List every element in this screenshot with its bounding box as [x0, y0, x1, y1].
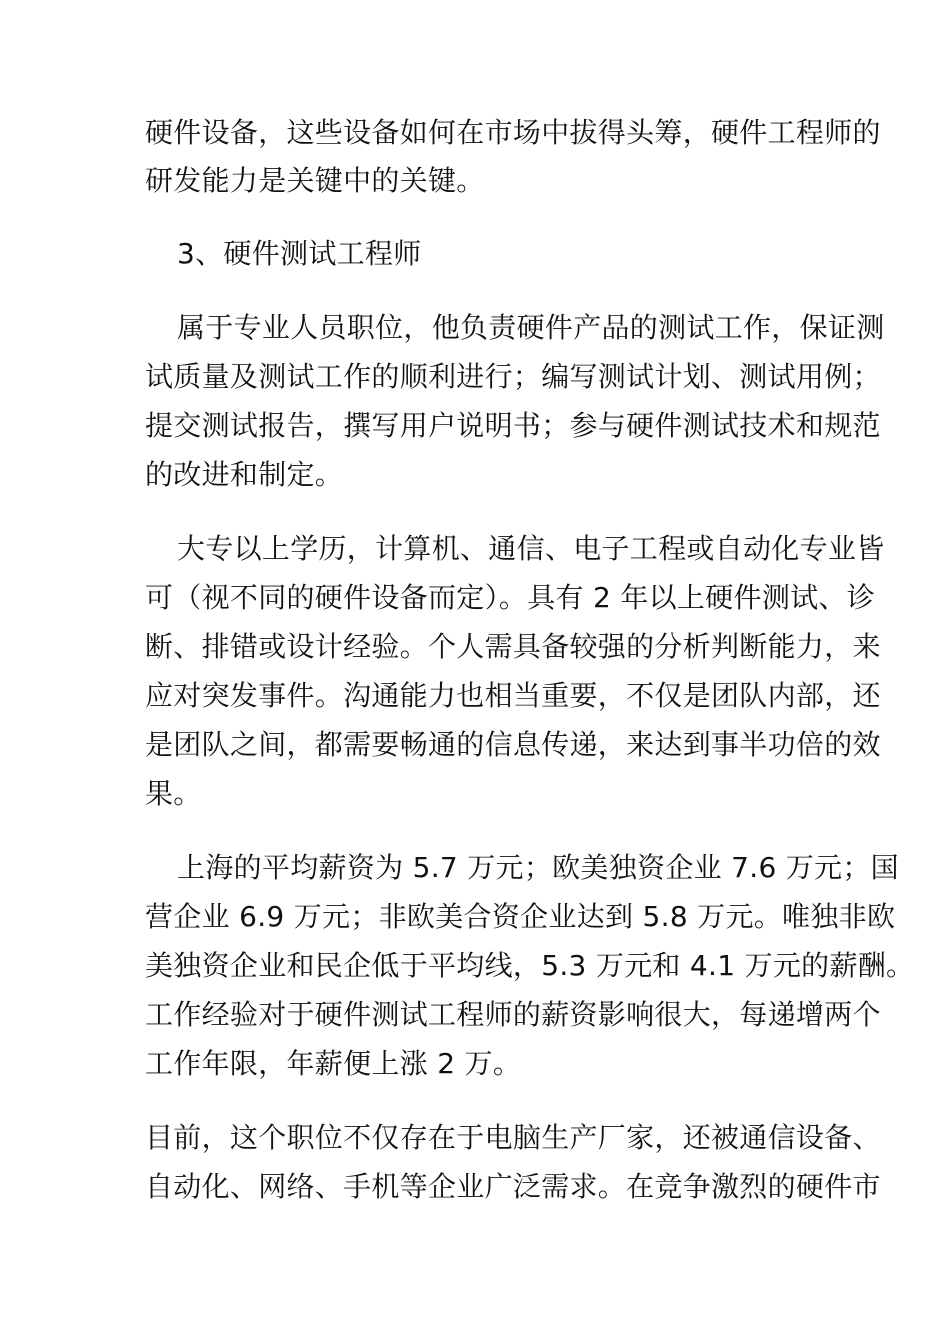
- paragraph-line: 大专以上学历，计算机、通信、电子工程或自动化专业皆: [177, 532, 885, 565]
- paragraph-line: 上海的平均薪资为 5.7 万元；欧美独资企业 7.6 万元；国: [177, 851, 899, 884]
- paragraph-line: 的改进和制定。: [145, 458, 344, 491]
- paragraph-line: 应对突发事件。沟通能力也相当重要，不仅是团队内部，还: [145, 679, 881, 712]
- paragraph-line: 试质量及测试工作的顺利进行；编写测试计划、测试用例；: [145, 360, 881, 393]
- paragraph-line: 可（视不同的硬件设备而定）。具有 2 年以上硬件测试、诊: [145, 581, 876, 614]
- paragraph-line: 目前，这个职位不仅存在于电脑生产厂家，还被通信设备、: [145, 1121, 881, 1154]
- paragraph-line: 工作经验对于硬件测试工程师的薪资影响很大，每递增两个: [145, 998, 881, 1031]
- paragraph-line: 断、排错或设计经验。个人需具备较强的分析判断能力，来: [145, 630, 881, 663]
- paragraph-line: 研发能力是关键中的关键。: [145, 164, 485, 197]
- paragraph-line: 营企业 6.9 万元；非欧美合资企业达到 5.8 万元。唯独非欧: [145, 900, 896, 933]
- paragraph-line: 提交测试报告，撰写用户说明书；参与硬件测试技术和规范: [145, 409, 881, 442]
- paragraph-line: 果。: [145, 777, 202, 810]
- section-heading: 3、硬件测试工程师: [177, 237, 422, 270]
- paragraph-line: 是团队之间，都需要畅通的信息传递，来达到事半功倍的效: [145, 728, 881, 761]
- paragraph-line: 硬件设备，这些设备如何在市场中拔得头筹，硬件工程师的: [145, 116, 881, 149]
- paragraph-line: 美独资企业和民企低于平均线，5.3 万元和 4.1 万元的薪酬。: [145, 949, 915, 982]
- paragraph-line: 自动化、网络、手机等企业广泛需求。在竞争激烈的硬件市: [145, 1170, 881, 1203]
- paragraph-line: 工作年限，年薪便上涨 2 万。: [145, 1047, 522, 1080]
- paragraph-line: 属于专业人员职位，他负责硬件产品的测试工作，保证测: [177, 311, 885, 344]
